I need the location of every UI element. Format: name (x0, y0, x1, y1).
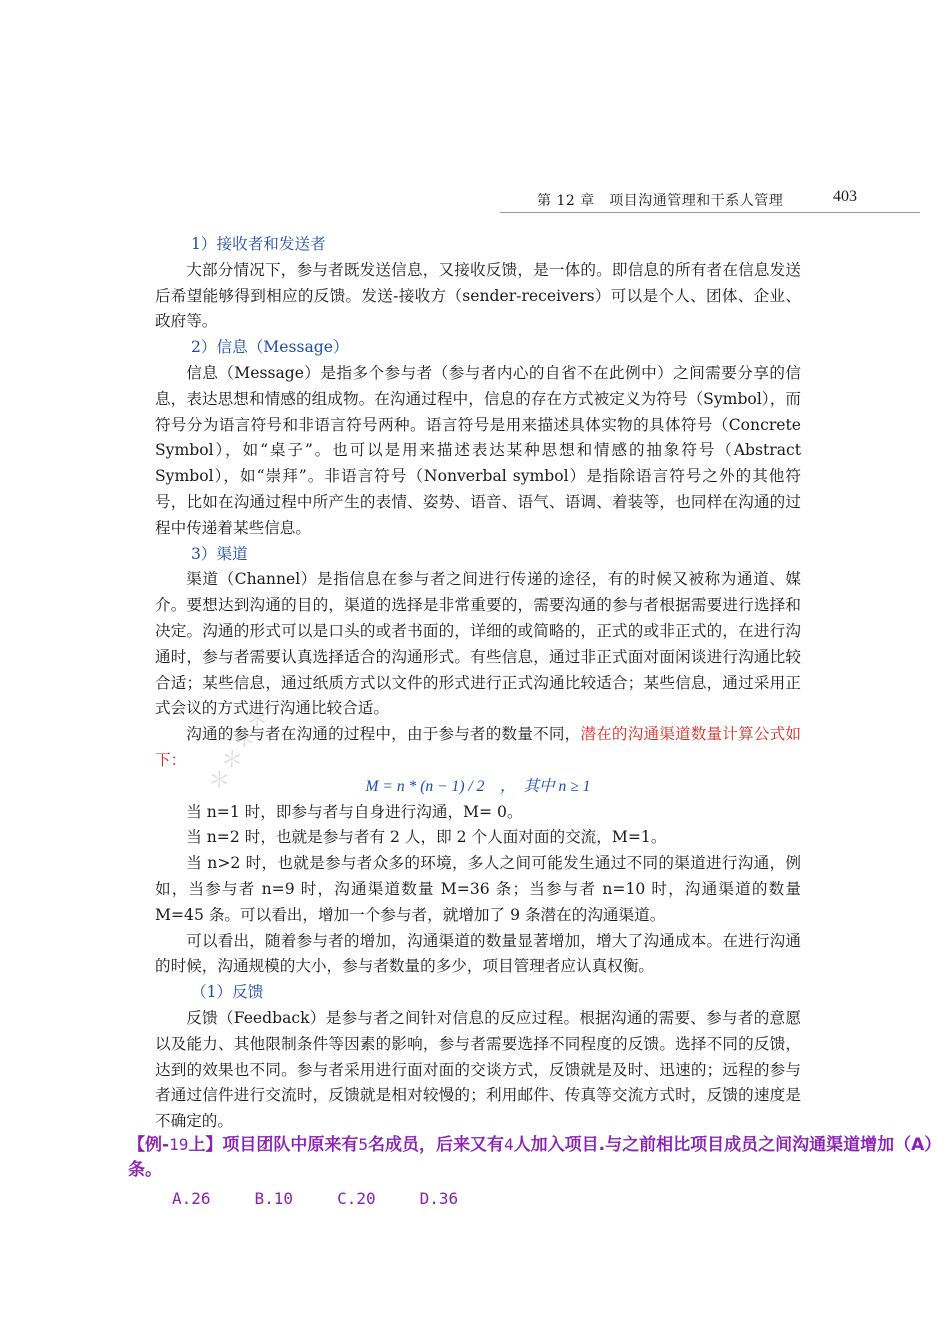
paragraph: 渠道（Channel）是指信息在参与者之间进行传递的途径，有的时候又被称为通道、媒介。要想达到沟通的目的，渠道的选择是非常重要的，需要沟通的参与者根据需要进行选择和决定。沟通的形式可以是口头的或者书面的，详细的或简略的，正式的或非正式的，在进行沟通时，参与者需要认真选择适合的沟通形式。有些信息，通过非正式面对面闲谈进行沟通比较合适；某些信息，通过纸质方式以文件的形式进行正式沟通比较适合；某些信息，通过采用正式会议的方式进行沟通比较合适。 (155, 570, 801, 718)
paragraph: 当 n>2 时，也就是参与者众多的环境，多人之间可能发生通过不同的渠道进行沟通，例如，当参与者 n=9 时，沟通渠道数量 M=36 条；当参与者 n=10 时，沟通渠道的数量 M=45 条。可以看出，增加一个参与者，就增加了 9 条潜在的沟通渠道。 (155, 854, 801, 924)
example-question (128, 1132, 940, 1208)
option-c: C.20 (337, 1189, 376, 1208)
paragraph: 信息（Message）是指多个参与者（参与者内心的自省不在此例中）之间需要分享的信息，表达思想和情感的组成物。在沟通过程中，信息的存在方式被定义为符号（Symbol），而符号分为语言符号和非语言符号两种。语言符号是用来描述具体实物的具体符号（Concrete Symbol），如“桌子”。也可以是用来描述表达某种思想和情感的抽象符号（Abstract Symbol），如“崇拜”。非语言符号（Nonverbal symbol）是指除语言符号之外的其他符号，比如在沟通过程中所产生的表情、姿势、语音、语气、语调、着装等，也同样在沟通的过程中传递着某些信息。 (155, 363, 801, 537)
paragraph-lead: 沟通的参与者在沟通的过程中，由于参与者的数量不同， (186, 725, 581, 744)
header-rule (500, 212, 920, 213)
section-heading-feedback: （1）反馈 (191, 983, 264, 1002)
paragraph (155, 722, 801, 774)
question-text: 【例-19上】项目团队中原来有5名成员，后来又有4人加入项目.与之前相比项目成员之间沟通渠道增加（A）条。 (128, 1135, 933, 1180)
page-number: 403 (833, 188, 857, 205)
section-heading-message: 2）信息（Message） (191, 338, 349, 357)
paragraph: 大部分情况下，参与者既发送信息，又接收反馈，是一体的。即信息的所有者在信息发送后希望能够得到相应的反馈。发送-接收方（sender-receivers）可以是个人、团体、企业、政府等。 (155, 260, 801, 331)
paragraph: 当 n=1 时，即参与者与自身进行沟通，M= 0。 (186, 802, 523, 821)
paragraph: 当 n=2 时，也就是参与者有 2 人，即 2 个人面对面的交流，M=1。 (186, 828, 667, 847)
answer-options (172, 1189, 940, 1208)
section-heading-channel: 3）渠道 (191, 544, 248, 563)
body-text (155, 232, 801, 1135)
running-header (500, 190, 920, 210)
paragraph: 可以看出，随着参与者的增加，沟通渠道的数量显著增加，增大了沟通成本。在进行沟通的时候，沟通规模的大小，参与者数量的多少，项目管理者应认真权衡。 (155, 931, 801, 976)
option-d: D.36 (419, 1189, 459, 1208)
option-b: B.10 (254, 1189, 294, 1208)
section-heading-receiver-sender: 1）接收者和发送者 (191, 235, 326, 253)
paragraph: 反馈（Feedback）是参与者之间针对信息的反应过程。根据沟通的需要、参与者的意愿以及能力、其他限制条件等因素的影响，参与者需要选择不同程度的反馈。选择不同的反馈，达到的效果也不同。参与者采用进行面对面的交谈方式，反馈就是及时、迅速的；远程的参与者通过信件进行交流时，反馈就是相对较慢的；利用邮件、传真等交流方式时，反馈的速度是不确定的。 (155, 1008, 801, 1131)
highlight-formula-intro: 潜在的沟通渠道数量计算公式如下： (155, 725, 801, 769)
option-a: A.26 (172, 1189, 211, 1208)
chapter-title: 第 12 章 项目沟通管理和干系人管理 (537, 193, 784, 209)
channel-formula: M = n * (n − 1) / 2 ， 其中 n ≥ 1 (365, 777, 591, 795)
watermark: ＊＊＊＊ (204, 701, 277, 796)
